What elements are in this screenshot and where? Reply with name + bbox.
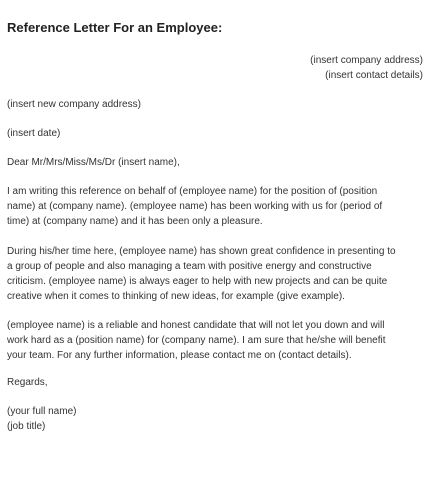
closing: Regards, <box>7 377 48 388</box>
new-company-address: (insert new company address) <box>7 99 141 110</box>
signature-block <box>7 404 76 434</box>
salutation: Dear Mr/Mrs/Miss/Ms/Dr (insert name), <box>7 157 180 168</box>
paragraph-line: work hard as a (position name) for (company name). I am sure that he/she will benefit <box>7 335 386 346</box>
paragraph-line: your team. For any further information, please contact me on (contact details). <box>7 350 352 361</box>
job-title: (job title) <box>7 421 46 432</box>
full-name: (your full name) <box>7 406 77 417</box>
paragraph-line: time) at (company name) and it has been only a pleasure. <box>7 216 263 227</box>
paragraph-line: creative when it comes to thinking of new ideas, for example (give example). <box>7 291 345 302</box>
paragraph-performance <box>7 244 396 304</box>
paragraph-line: I am writing this reference on behalf of (employee name) for the position of (position <box>7 186 378 197</box>
letter-date: (insert date) <box>7 128 61 139</box>
contact-details: (insert contact details) <box>325 70 423 81</box>
company-address: (insert company address) <box>310 55 423 66</box>
paragraph-line: criticism. (employee name) is always eager to help with new projects and can be quite <box>7 276 388 287</box>
paragraph-line: (employee name) is a reliable and honest candidate that will not let you down and will <box>7 320 385 331</box>
paragraph-introduction <box>7 184 382 229</box>
paragraph-line: name) at (company name). (employee name) has been working with us for (period of <box>7 201 383 212</box>
paragraph-line: a group of people and also managing a team with positive energy and constructive <box>7 261 372 272</box>
letter-title: Reference Letter For an Employee: <box>7 20 223 35</box>
sender-address-block <box>310 53 423 83</box>
paragraph-recommendation <box>7 318 386 363</box>
paragraph-line: During his/her time here, (employee name) has shown great confidence in presenting to <box>7 246 396 257</box>
